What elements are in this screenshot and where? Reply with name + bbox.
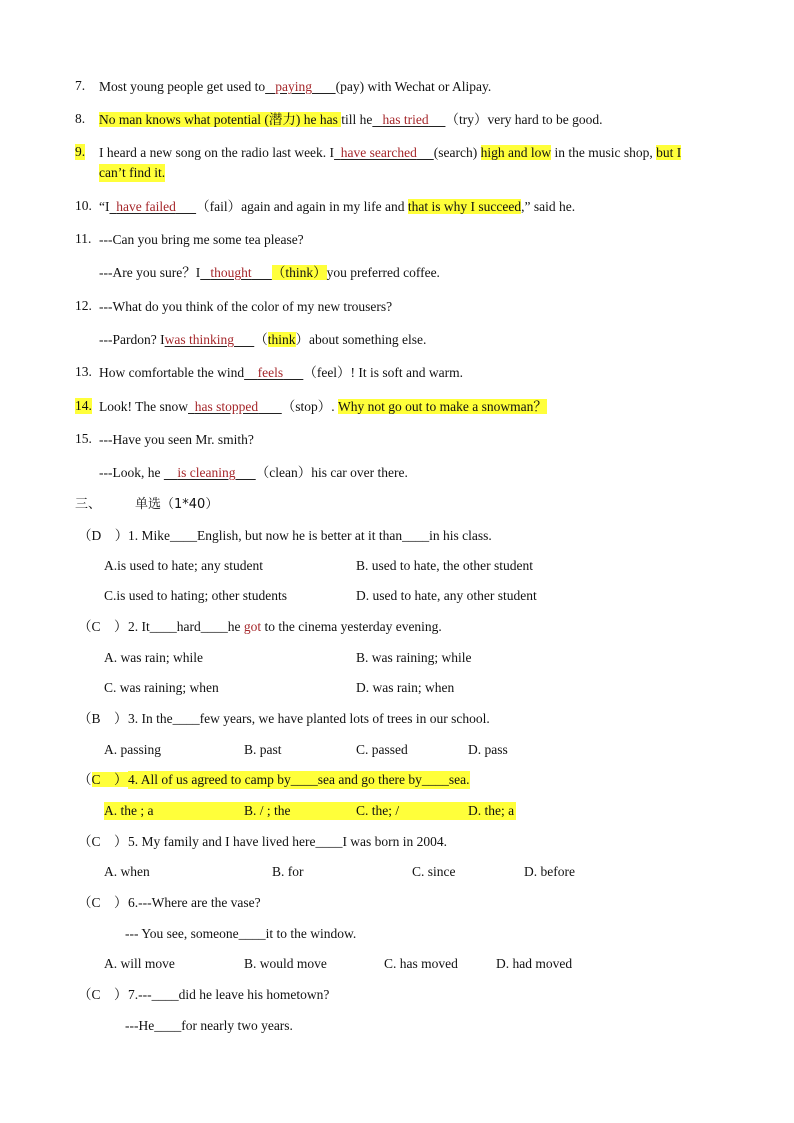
q10-number: 10. xyxy=(75,198,92,213)
mc6-answer: （C ） xyxy=(78,895,128,910)
mc2-stem: 2. It____hard____he got to the cinema yesterday evening. xyxy=(128,619,442,634)
q12-line2: ---Pardon? Iwas thinking （think）about something else. xyxy=(99,332,427,347)
mc3-option-a: A. passing xyxy=(104,742,161,757)
mc6-option-b: B. would move xyxy=(244,956,327,971)
q9-highlight-b: but I xyxy=(656,145,682,160)
mc4-options-row xyxy=(104,802,516,820)
q14-text: Look! The snow xyxy=(99,399,188,414)
q11-answer: thought xyxy=(210,265,252,280)
section-number: 三、 xyxy=(75,497,102,512)
q12-text: ---Pardon? I xyxy=(99,332,165,347)
q11-number: 11. xyxy=(75,231,92,246)
q9-answer: have searched xyxy=(340,145,417,160)
q8-line xyxy=(99,111,603,129)
q10-line xyxy=(99,198,575,216)
q7-answer: paying xyxy=(275,79,312,94)
mc4-option-d: D. the; a xyxy=(468,803,515,818)
q15-text-after: （clean）his car over there. xyxy=(255,465,408,480)
q15-answer: is cleaning xyxy=(177,465,236,480)
mc5-option-c: C. since xyxy=(412,864,456,879)
mc2-option-a: A. was rain; while xyxy=(104,650,203,665)
mc3-stem: 3. In the____few years, we have planted lots of trees in our school. xyxy=(128,711,490,726)
q7-text-after: (pay) with Wechat or Alipay. xyxy=(335,79,492,94)
q10-highlight: that is why I succeed xyxy=(407,199,522,214)
mc3-option-b: B. past xyxy=(244,742,282,757)
mc6-option-a: A. will move xyxy=(104,956,175,971)
q13-answer: feels xyxy=(257,365,284,380)
q12-answer: was thinking xyxy=(164,332,234,347)
q12-line1: ---What do you think of the color of my new trousers? xyxy=(99,299,393,314)
q9-number: 9. xyxy=(75,144,86,159)
mc5-option-d: D. before xyxy=(524,864,575,879)
mc6-stem: 6.---Where are the vase? xyxy=(128,895,261,910)
q9-line2: can’t find it. xyxy=(99,165,166,180)
mc1-answer: （D ） xyxy=(78,528,129,543)
q8-text-after: （try）very hard to be good. xyxy=(445,112,603,127)
q10-text: “I xyxy=(99,199,110,214)
mc3-option-c: C. passed xyxy=(356,742,408,757)
mc4-stem: 4. All of us agreed to camp by____sea and go there by____sea. xyxy=(128,772,470,787)
mc5-option-a: A. when xyxy=(104,864,150,879)
q14-answer: has stopped xyxy=(194,399,259,414)
q8-highlight: No man knows what potential (潜力) he has xyxy=(99,112,342,127)
mc2-answer: （C ） xyxy=(78,619,128,634)
section-heading xyxy=(75,496,218,514)
q8-number: 8. xyxy=(75,111,86,126)
mc3-option-d: D. pass xyxy=(468,742,508,757)
mc1-stem: 1. Mike____English, but now he is better at it than____in his class. xyxy=(128,528,492,543)
q15-line2 xyxy=(99,464,408,482)
mc2-option-b: B. was raining; while xyxy=(356,650,472,665)
mc7-stem: 7.---____did he leave his hometown? xyxy=(128,987,330,1002)
mc2-option-c: C. was raining; when xyxy=(104,680,219,695)
q8-text: till he xyxy=(341,112,373,127)
q7-line xyxy=(99,78,491,96)
mc6-stem2: --- You see, someone____it to the window. xyxy=(125,926,357,941)
mc1-option-a: A.is used to hate; any student xyxy=(104,558,263,573)
mc4-option-c: C. the; / xyxy=(356,803,400,818)
q10-text-after: （fail）again and again in my life and xyxy=(196,199,408,214)
q13-text: How comfortable the wind xyxy=(99,365,245,380)
q14-number: 14. xyxy=(75,398,92,413)
q11-line2 xyxy=(99,264,440,282)
mc5-stem: 5. My family and I have lived here____I was born in 2004. xyxy=(128,834,448,849)
q9-highlight-a: high and low xyxy=(480,145,552,160)
q14-text-after: （stop）. xyxy=(281,399,339,414)
q14-highlight: Why not go out to make a snowman？ xyxy=(338,399,547,414)
q15-text: ---Look, he xyxy=(99,465,164,480)
mc5-option-b: B. for xyxy=(272,864,304,879)
q8-answer: has tried xyxy=(382,112,429,127)
mc7-stem2: ---He____for nearly two years. xyxy=(125,1018,293,1033)
q14-line xyxy=(99,398,547,416)
q9-line xyxy=(99,144,681,162)
q12-number: 12. xyxy=(75,298,92,313)
q9-text-after2: in the music shop, xyxy=(551,145,657,160)
mc4-answer: （C ） xyxy=(78,772,128,787)
mc1-option-d: D. used to hate, any other student xyxy=(356,588,537,603)
q12-highlight: think xyxy=(267,332,296,347)
q12-text-after: about something else. xyxy=(309,332,427,347)
q15-number: 15. xyxy=(75,431,92,446)
q7-text: Most young people get used to xyxy=(99,79,266,94)
mc1-option-c: C.is used to hating; other students xyxy=(104,588,287,603)
q13-line xyxy=(99,364,463,382)
section-title: 单选（1*40） xyxy=(135,497,219,512)
mc2-option-d: D. was rain; when xyxy=(356,680,455,695)
q15-line1: ---Have you seen Mr. smith? xyxy=(99,432,254,447)
q7-number: 7. xyxy=(75,78,86,93)
mc6-option-d: D. had moved xyxy=(496,956,573,971)
q10-answer: have failed xyxy=(116,199,176,214)
mc5-answer: （C ） xyxy=(78,834,128,849)
mc6-option-c: C. has moved xyxy=(384,956,458,971)
q11-text: ---Are you sure？I xyxy=(99,265,201,280)
q11-text-after: you preferred coffee. xyxy=(326,265,440,280)
q11-line1: ---Can you bring me some tea please? xyxy=(99,232,304,247)
q9-text-after: (search) xyxy=(433,145,481,160)
q13-text-after: （feel）! It is soft and warm. xyxy=(303,365,464,380)
mc4-option-a: A. the ; a xyxy=(104,803,154,818)
q10-text-end: ,” said he. xyxy=(521,199,576,214)
q9-text: I heard a new song on the radio last week. I xyxy=(99,145,335,160)
mc7-answer: （C ） xyxy=(78,987,128,1002)
mc4-option-b: B. / ; the xyxy=(244,803,291,818)
mc3-answer: （B ） xyxy=(78,711,128,726)
q11-highlight: （think） xyxy=(271,265,327,280)
mc1-option-b: B. used to hate, the other student xyxy=(356,558,533,573)
q13-number: 13. xyxy=(75,364,92,379)
